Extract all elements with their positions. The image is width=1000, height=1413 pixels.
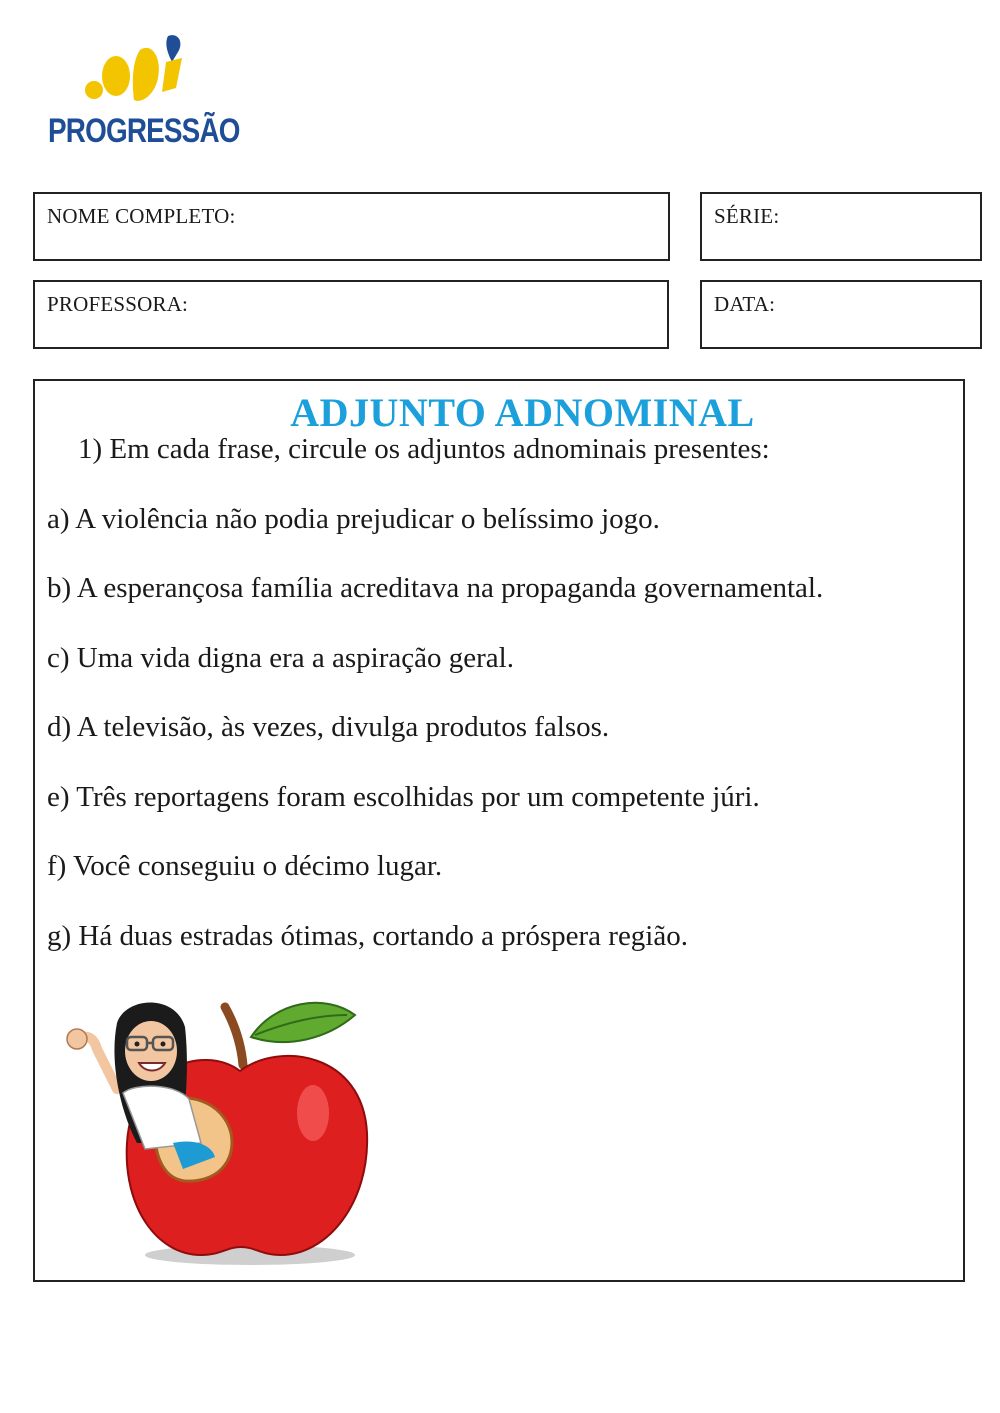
professora-label: PROFESSORA: (47, 292, 189, 316)
exercise-instruction: 1) Em cada frase, circule os adjuntos adnominais presentes: (78, 433, 770, 465)
sentence-f[interactable]: f) Você conseguiu o décimo lugar. (47, 850, 443, 882)
exercise-box (33, 379, 965, 1282)
sentence-e[interactable]: e) Três reportagens foram escolhidas por um competente júri. (47, 781, 760, 813)
sentence-b[interactable]: b) A esperançosa família acreditava na propaganda governamental. (47, 572, 824, 604)
serie-field[interactable] (700, 192, 982, 261)
serie-label: SÉRIE: (714, 204, 780, 228)
nome-completo-label: NOME COMPLETO: (47, 204, 236, 228)
nome-completo-field[interactable] (33, 192, 670, 261)
sentence-g[interactable]: g) Há duas estradas ótimas, cortando a próspera região. (47, 920, 688, 952)
sentence-a[interactable]: a) A violência não podia prejudicar o belíssimo jogo. (47, 503, 660, 535)
data-field[interactable] (700, 280, 982, 349)
logo-mark-icon (82, 28, 192, 108)
professora-field[interactable] (33, 280, 669, 349)
exercise-title: ADJUNTO ADNOMINAL (290, 390, 755, 435)
teacher-in-apple-icon (65, 993, 375, 1273)
sentence-c[interactable]: c) Uma vida digna era a aspiração geral. (47, 642, 514, 674)
sentence-d[interactable]: d) A televisão, às vezes, divulga produtos falsos. (47, 711, 610, 743)
logo-text: PROGRESSÃO (48, 112, 240, 150)
data-label: DATA: (714, 292, 776, 316)
progressao-logo (44, 28, 244, 158)
